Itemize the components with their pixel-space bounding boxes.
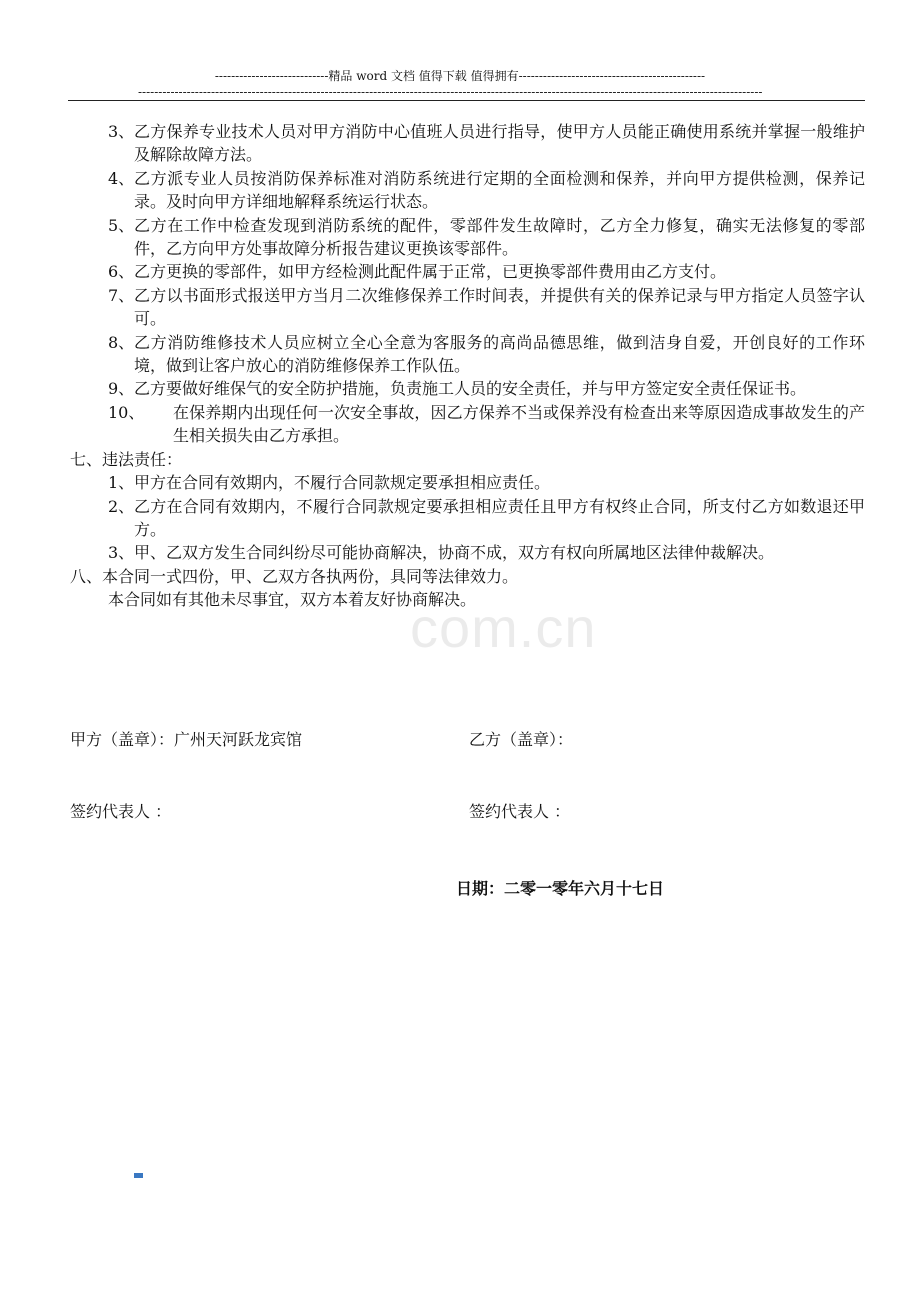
list-item [70, 167, 865, 214]
item-text: 乙方消防维修技术人员应树立全心全意为客服务的高尚品德思维，做到洁身自爱，开创良好的工作环境，做到让客户放心的消防维修保养工作队伍。 [134, 332, 865, 376]
header-banner: ----------------------------精品 word 文档 值得下载 值得拥有---------------------------------------------- [214, 69, 706, 83]
list-item [70, 284, 865, 331]
item-number: 3、 [108, 543, 135, 563]
list-item [70, 541, 865, 564]
item-text: 乙方保养专业技术人员对甲方消防中心值班人员进行指导，使甲方人员能正确使用系统并掌握一般维护及解除故障方法。 [134, 122, 865, 165]
item-text: 乙方在合同有效期内，不履行合同款规定要承担相应责任且甲方有权终止合同，所支付乙方如数退还甲方。 [134, 496, 865, 539]
item-number: 5、 [108, 215, 135, 235]
list-item [70, 401, 865, 448]
list-item [70, 377, 865, 400]
item-number: 1、 [108, 473, 135, 493]
item-number: 8、 [108, 332, 135, 352]
signing-date: 日期：二零一零年六月十七日 [456, 879, 665, 898]
party-a-seal: 甲方（盖章）：广州天河跃龙宾馆 [70, 730, 303, 749]
item-text: 甲、乙双方发生合同纠纷尽可能协商解决，协商不成，双方有权向所属地区法律仲裁解决。 [134, 543, 775, 563]
item-text: 在保养期内出现任何一次安全事故，因乙方保养不当或保养没有检查出来等原因造成事故发生的产生相关损失由乙方承担。 [173, 402, 865, 446]
item-text: 乙方在工作中检查发现到消防系统的配件，零部件发生故障时，乙方全力修复，确实无法修复的零部件，乙方向甲方处事故障分析报告建议更换该零部件。 [134, 215, 865, 259]
watermark: com.cn [410, 596, 597, 659]
item-number: 7、 [108, 285, 135, 305]
list-item [70, 331, 865, 378]
item-text: 甲方在合同有效期内，不履行合同款规定要承担相应责任。 [134, 473, 551, 493]
item-text: 乙方要做好维保气的安全防护措施，负责施工人员的安全责任，并与甲方签定安全责任保证书。 [134, 379, 807, 399]
item-number: 9、 [108, 379, 135, 399]
list-item [70, 260, 865, 283]
item-number: 4、 [108, 168, 135, 188]
list-item [70, 120, 865, 167]
list-item [70, 214, 865, 261]
list-item [70, 471, 865, 494]
item-text: 乙方更换的零部件，如甲方经检测此配件属于正常，已更换零部件费用由乙方支付。 [134, 262, 727, 282]
section-title: 七、违法责任： [70, 449, 183, 469]
item-number: 2、 [108, 496, 135, 516]
list-item [70, 495, 865, 542]
header-rule [68, 100, 865, 101]
item-number: 6、 [108, 262, 135, 282]
section-title: 八、本合同一式四份，甲、乙双方各执两份，具同等法律效力。 [70, 566, 519, 586]
party-b-seal: 乙方（盖章）： [469, 730, 574, 749]
item-number: 3、 [108, 122, 135, 141]
item-text: 乙方派专业人员按消防保养标准对消防系统进行定期的全面检测和保养，并向甲方提供检测，保养记录。及时向甲方详细地解释系统运行状态。 [134, 168, 865, 212]
party-a-representative: 签约代表人 ： [70, 802, 172, 821]
item-number: 10、 [108, 402, 145, 422]
party-b-representative: 签约代表人 ： [469, 802, 571, 821]
header-dashes: ---------------------------------------------------------------------------------------------------------------------------------------------------------- [138, 85, 763, 99]
closing-note: 本合同如有其他未尽事宜，双方本着友好协商解决。 [108, 590, 477, 610]
document-body [70, 120, 865, 612]
page-marker-icon [134, 1173, 143, 1178]
item-text: 乙方以书面形式报送甲方当月二次维修保养工作时间表，并提供有关的保养记录与甲方指定人员签字认可。 [134, 285, 865, 329]
